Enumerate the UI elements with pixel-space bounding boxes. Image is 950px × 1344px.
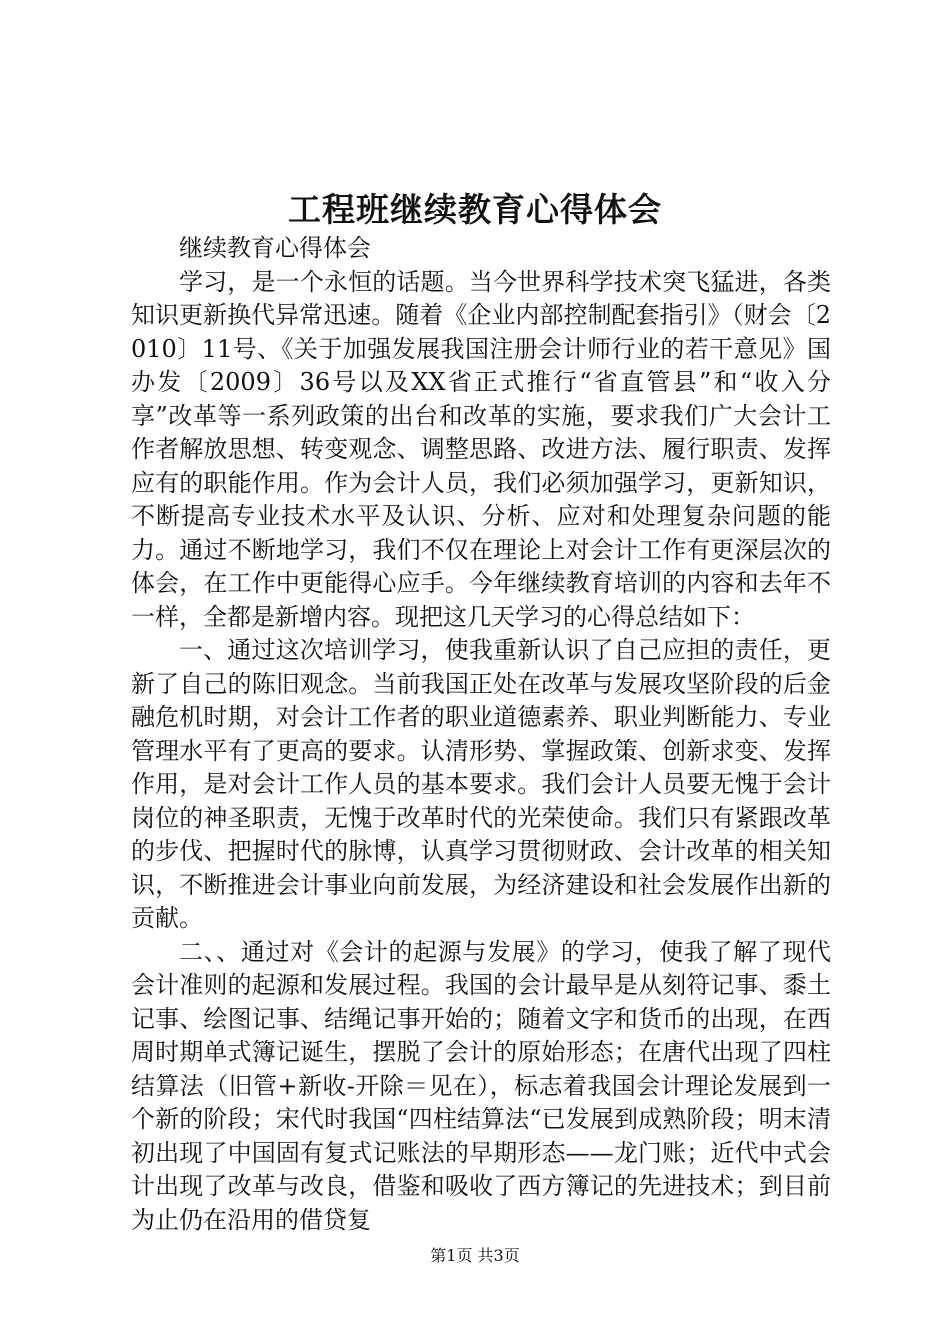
paragraph-subtitle: 继续教育心得体会	[179, 234, 371, 262]
page-number-footer: 第1页 共3页	[430, 1246, 520, 1265]
paragraph-section-one: 一、通过这次培训学习，使我重新认识了自己应担的责任，更新了自己的陈旧观念。当前我国正处在改革与发展攻坚阶段的后金融危机时期，对会计工作者的职业道德素养、职业判断能力、专业管理水平有了更高的要求。认清形势、掌握政策、创新求变、发挥作用，是对会计工作人员的基本要求。我们会计人员要无愧于会计岗位的神圣职责，无愧于改革时代的光荣使命。我们只有紧跟改革的步伐、把握时代的脉博，认真学习贯彻财政、会计改革的相关知识，不断推进会计事业向前发展，为经济建设和社会发展作出新的贡献。	[131, 636, 831, 932]
page-title: 工程班继续教育心得体会	[288, 190, 662, 229]
paragraph-section-two: 二、、通过对《会计的起源与发展》的学习，使我了解了现代会计准则的起源和发展过程。我国的会计最早是从刻符记事、黍土记事、绘图记事、结绳记事开始的；随着文字和货币的出现，在西周时期单式簿记诞生，摆脱了会计的原始形态；在唐代出现了四柱结算法（旧管+新收-开除＝见在），标志着我国会计理论发展到一个新的阶段；宋代时我国“四柱结算法“已发展到成熟阶段；明末清初出现了中国固有复式记账法的早期形态——龙门账；近代中式会计出现了改革与改良，借鉴和吸收了西方簿记的先进技术；到目前为止仍在沿用的借贷复	[131, 937, 831, 1234]
paragraph-intro: 学习，是一个永恒的话题。当今世界科学技术突飞猛进，各类知识更新换代异常迅速。随着《企业内部控制配套指引》（财会〔2010〕11号、《关于加强发展我国注册会计师行业的若干意见》国办发〔2009〕36号以及XX省正式推行“省直管县”和“收入分享”改革等一系列政策的出台和改革的实施，要求我们广大会计工作者解放思想、转变观念、调整思路、改进方法、履行职责、发挥应有的职能作用。作为会计人员，我们必须加强学习，更新知识，不断提高专业技术水平及认识、分析、应对和处理复杂问题的能力。通过不断地学习，我们不仅在理论上对会计工作有更深层次的体会，在工作中更能得心应手。今年继续教育培训的内容和去年不一样，全都是新增内容。现把这几天学习的心得总结如下：	[131, 267, 831, 631]
document-body	[131, 232, 831, 1237]
